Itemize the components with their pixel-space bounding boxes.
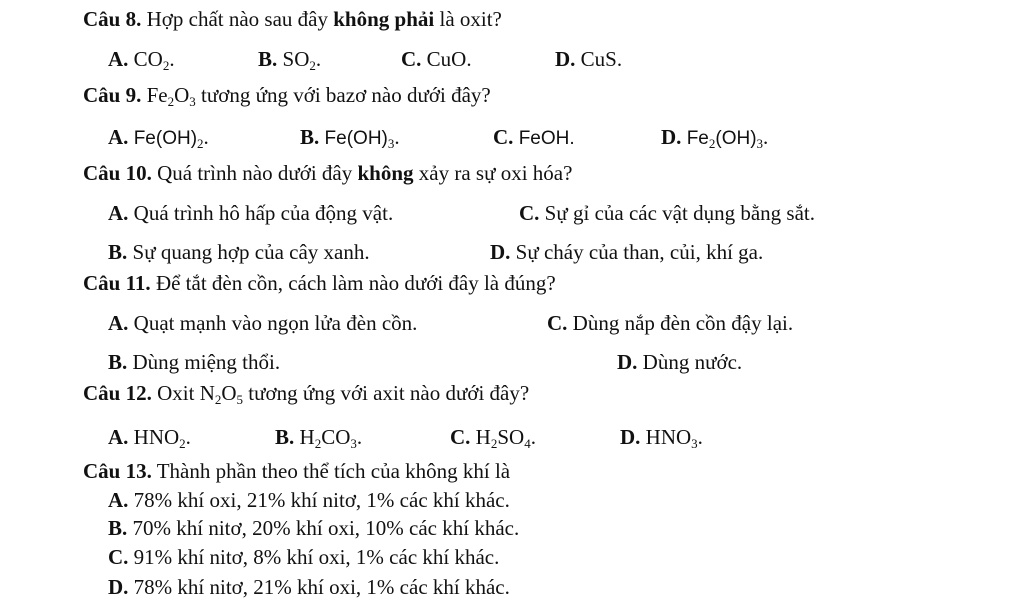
- answer-c: [401, 46, 472, 72]
- answer-text: .: [203, 125, 209, 149]
- answer-d: [661, 124, 768, 152]
- answer-text: Dùng miệng thổi.: [127, 350, 281, 374]
- question-text: tương ứng với axit nào dưới đây?: [243, 381, 530, 405]
- subscript: 2: [162, 58, 170, 73]
- answer-text: Dùng nước.: [637, 350, 743, 374]
- answer-b: [108, 515, 519, 541]
- question-13: [83, 458, 510, 484]
- question-text: Để tắt đèn cồn, cách làm nào dưới đây là đúng?: [150, 271, 556, 295]
- answer-text: HNO: [128, 425, 180, 449]
- subscript: 3: [387, 136, 395, 151]
- answer-d: [617, 349, 742, 375]
- answer-text: H: [470, 425, 491, 449]
- subscript: 2: [167, 94, 175, 109]
- question-text: là oxit?: [434, 7, 502, 31]
- question-text: Quá trình nào dưới đây: [151, 161, 358, 185]
- answer-b: [275, 424, 362, 450]
- subscript: 5: [236, 392, 244, 407]
- answer-text: Fe: [681, 128, 709, 149]
- question-text: Thành phần theo thể tích của không khí là: [151, 459, 511, 483]
- question-11: [83, 270, 556, 296]
- answer-text: Quạt mạnh vào ngọn lửa đèn cồn.: [128, 311, 418, 335]
- answer-label: C.: [519, 201, 540, 225]
- answer-label: B.: [275, 425, 295, 449]
- answer-text: 78% khí nitơ, 21% khí oxi, 1% các khí khác.: [128, 575, 510, 599]
- answer-label: B.: [258, 47, 278, 71]
- answer-text: Sự cháy của than, củi, khí ga.: [510, 240, 764, 264]
- answer-label: B.: [108, 516, 128, 540]
- answer-text: .: [185, 425, 191, 449]
- question-text: O: [174, 83, 190, 107]
- answer-label: A.: [108, 201, 129, 225]
- question-8: [83, 6, 502, 32]
- subscript: 2: [309, 58, 316, 73]
- answer-d: [555, 46, 622, 72]
- answer-text: CuO.: [421, 47, 472, 71]
- answer-label: A.: [108, 311, 129, 335]
- answer-b: [258, 46, 321, 72]
- answer-label: A.: [108, 488, 129, 512]
- question-text: tương ứng với bazơ nào dưới đây?: [195, 83, 491, 107]
- answer-label: C.: [547, 311, 568, 335]
- answer-text: CuS.: [575, 47, 623, 71]
- answer-c: [493, 124, 575, 152]
- question-number: Câu 9.: [83, 83, 142, 107]
- answer-label: D.: [490, 240, 511, 264]
- question-9: [83, 82, 491, 108]
- question-number: Câu 13.: [83, 459, 152, 483]
- subscript: 4: [524, 436, 531, 451]
- subscript: 2: [708, 136, 716, 151]
- question-emphasis: không phải: [333, 7, 435, 31]
- answer-a: [108, 424, 191, 450]
- answer-d: [620, 424, 703, 450]
- answer-text: FeOH.: [513, 128, 575, 149]
- subscript: 2: [314, 436, 322, 451]
- answer-text: .: [356, 425, 363, 449]
- answer-text: CO: [321, 425, 351, 449]
- answer-label: C.: [493, 125, 514, 149]
- question-text: Oxit N: [151, 381, 215, 405]
- question-text: xảy ra sự oxi hóa?: [413, 161, 573, 185]
- answer-c: [519, 200, 815, 226]
- question-number: Câu 8.: [83, 7, 142, 31]
- answer-b: [108, 239, 370, 265]
- question-10: [83, 160, 572, 186]
- question-number: Câu 11.: [83, 271, 151, 295]
- question-number: Câu 12.: [83, 381, 152, 405]
- answer-label: C.: [108, 545, 129, 569]
- answer-a: [108, 487, 510, 513]
- answer-a: [108, 200, 393, 226]
- answer-label: B.: [108, 240, 128, 264]
- answer-text: .: [530, 425, 536, 449]
- question-text: O: [221, 381, 237, 405]
- answer-text: .: [697, 425, 703, 449]
- answer-label: D.: [620, 425, 641, 449]
- answer-text: Fe(OH): [319, 128, 388, 149]
- answer-label: D.: [555, 47, 576, 71]
- answer-text: .: [169, 47, 175, 71]
- subscript: 2: [214, 392, 222, 407]
- answer-c: [547, 310, 793, 336]
- answer-text: Fe(OH): [128, 128, 198, 149]
- answer-label: C.: [401, 47, 422, 71]
- answer-text: Dùng nắp đèn cồn đậy lại.: [567, 311, 794, 335]
- answer-text: Sự gỉ của các vật dụng bằng sắt.: [539, 201, 815, 225]
- subscript: 3: [691, 436, 698, 451]
- subscript: 2: [179, 436, 186, 451]
- question-text: Hợp chất nào sau đây: [141, 7, 334, 31]
- answer-text: CO: [128, 47, 163, 71]
- question-emphasis: không: [357, 161, 414, 185]
- answer-text: 70% khí nitơ, 20% khí oxi, 10% các khí khác.: [127, 516, 520, 540]
- answer-text: 78% khí oxi, 21% khí nitơ, 1% các khí khác.: [128, 488, 510, 512]
- answer-text: .: [315, 47, 322, 71]
- answer-text: .: [394, 125, 400, 149]
- subscript: 3: [189, 94, 196, 109]
- answer-label: C.: [450, 425, 471, 449]
- subscript: 3: [350, 436, 357, 451]
- answer-text: (OH): [715, 128, 757, 149]
- answer-d: [490, 239, 763, 265]
- answer-text: SO: [277, 47, 310, 71]
- answer-label: B.: [108, 350, 128, 374]
- answer-text: Quá trình hô hấp của động vật.: [128, 201, 394, 225]
- answer-label: D.: [661, 125, 682, 149]
- answer-label: D.: [108, 575, 129, 599]
- subscript: 3: [756, 136, 764, 151]
- answer-text: SO: [497, 425, 525, 449]
- answer-b: [108, 349, 280, 375]
- answer-b: [300, 124, 400, 152]
- subscript: 2: [197, 136, 204, 151]
- answer-text: 91% khí nitơ, 8% khí oxi, 1% các khí khác.: [128, 545, 500, 569]
- question-12: [83, 380, 529, 406]
- answer-text: HNO: [640, 425, 692, 449]
- answer-text: .: [763, 125, 769, 149]
- answer-a: [108, 310, 417, 336]
- answer-c: [450, 424, 536, 450]
- subscript: 2: [490, 436, 498, 451]
- answer-text: Sự quang hợp của cây xanh.: [127, 240, 370, 264]
- answer-label: B.: [300, 125, 320, 149]
- answer-label: A.: [108, 47, 129, 71]
- answer-a: [108, 46, 175, 72]
- answer-a: [108, 124, 209, 152]
- answer-label: D.: [617, 350, 638, 374]
- answer-label: A.: [108, 425, 129, 449]
- question-text: Fe: [141, 83, 168, 107]
- answer-d: [108, 574, 510, 600]
- answer-label: A.: [108, 125, 129, 149]
- answer-c: [108, 544, 499, 570]
- question-number: Câu 10.: [83, 161, 152, 185]
- answer-text: H: [294, 425, 315, 449]
